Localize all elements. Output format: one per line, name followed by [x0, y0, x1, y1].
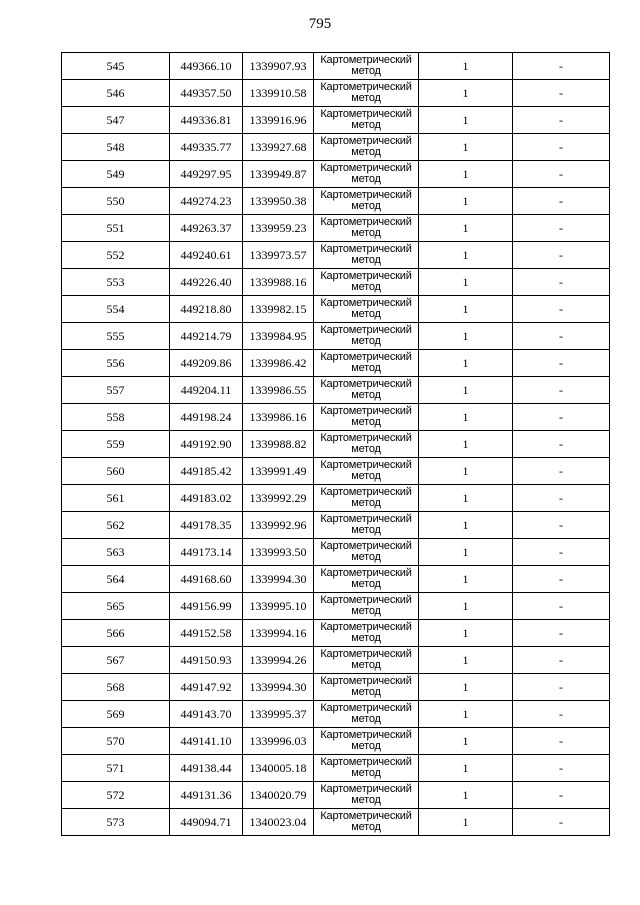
- point-number-cell: 558: [62, 404, 170, 431]
- method-label-line1: Картометрический: [320, 756, 412, 768]
- x-coordinate-cell: 449209.86: [170, 350, 243, 377]
- note-cell: -: [513, 377, 610, 404]
- y-coordinate-cell: 1339991.49: [243, 458, 314, 485]
- point-number-cell: 559: [62, 431, 170, 458]
- method-label-line1: Картометрический: [320, 513, 412, 525]
- method-label-line2: метод: [351, 443, 381, 455]
- point-number-cell: 561: [62, 485, 170, 512]
- method-label-line1: Картометрический: [320, 243, 412, 255]
- method-label-line2: метод: [351, 254, 381, 266]
- accuracy-cell: 1: [419, 701, 513, 728]
- point-number-cell: 570: [62, 728, 170, 755]
- y-coordinate-cell: 1339993.50: [243, 539, 314, 566]
- table-row: [62, 512, 610, 539]
- method-cell: [314, 620, 419, 647]
- point-number-cell: 563: [62, 539, 170, 566]
- method-label-line2: метод: [351, 281, 381, 293]
- table-row: [62, 782, 610, 809]
- method-cell: [314, 134, 419, 161]
- method-label-line1: Картометрический: [320, 189, 412, 201]
- x-coordinate-cell: 449297.95: [170, 161, 243, 188]
- method-label-line2: метод: [351, 416, 381, 428]
- note-cell: -: [513, 404, 610, 431]
- accuracy-cell: 1: [419, 80, 513, 107]
- note-cell: -: [513, 350, 610, 377]
- y-coordinate-cell: 1339916.96: [243, 107, 314, 134]
- y-coordinate-cell: 1339950.38: [243, 188, 314, 215]
- method-label-line2: метод: [351, 713, 381, 725]
- method-label-line1: Картометрический: [320, 540, 412, 552]
- accuracy-cell: 1: [419, 377, 513, 404]
- x-coordinate-cell: 449218.80: [170, 296, 243, 323]
- method-label-line1: Картометрический: [320, 729, 412, 741]
- y-coordinate-cell: 1339994.16: [243, 620, 314, 647]
- x-coordinate-cell: 449198.24: [170, 404, 243, 431]
- method-cell: [314, 431, 419, 458]
- method-label-line1: Картометрический: [320, 297, 412, 309]
- note-cell: -: [513, 728, 610, 755]
- x-coordinate-cell: 449138.44: [170, 755, 243, 782]
- point-number-cell: 557: [62, 377, 170, 404]
- method-label-line1: Картометрический: [320, 594, 412, 606]
- method-cell: [314, 404, 419, 431]
- accuracy-cell: 1: [419, 161, 513, 188]
- method-label-line1: Картометрический: [320, 432, 412, 444]
- x-coordinate-cell: 449335.77: [170, 134, 243, 161]
- method-cell: [314, 242, 419, 269]
- y-coordinate-cell: 1339992.29: [243, 485, 314, 512]
- note-cell: -: [513, 512, 610, 539]
- table-row: [62, 80, 610, 107]
- x-coordinate-cell: 449156.99: [170, 593, 243, 620]
- method-cell: [314, 215, 419, 242]
- method-label-line2: метод: [351, 119, 381, 131]
- x-coordinate-cell: 449214.79: [170, 323, 243, 350]
- method-label-line1: Картометрический: [320, 810, 412, 822]
- x-coordinate-cell: 449168.60: [170, 566, 243, 593]
- method-cell: [314, 323, 419, 350]
- point-number-cell: 545: [62, 53, 170, 80]
- x-coordinate-cell: 449152.58: [170, 620, 243, 647]
- accuracy-cell: 1: [419, 215, 513, 242]
- method-label-line1: Картометрический: [320, 270, 412, 282]
- method-label-line1: Картометрический: [320, 81, 412, 93]
- y-coordinate-cell: 1339994.30: [243, 674, 314, 701]
- method-label-line1: Картометрический: [320, 648, 412, 660]
- method-label-line2: метод: [351, 227, 381, 239]
- y-coordinate-cell: 1339994.30: [243, 566, 314, 593]
- table-row: [62, 377, 610, 404]
- point-number-cell: 571: [62, 755, 170, 782]
- table-row: [62, 215, 610, 242]
- point-number-cell: 560: [62, 458, 170, 485]
- method-label-line2: метод: [351, 92, 381, 104]
- accuracy-cell: 1: [419, 458, 513, 485]
- table-row: [62, 809, 610, 836]
- table-row: [62, 134, 610, 161]
- y-coordinate-cell: 1339988.16: [243, 269, 314, 296]
- table-row: [62, 107, 610, 134]
- method-label-line1: Картометрический: [320, 378, 412, 390]
- y-coordinate-cell: 1339988.82: [243, 431, 314, 458]
- table-row: [62, 647, 610, 674]
- x-coordinate-cell: 449204.11: [170, 377, 243, 404]
- coordinates-table: [61, 52, 610, 836]
- accuracy-cell: 1: [419, 674, 513, 701]
- method-label-line2: метод: [351, 605, 381, 617]
- x-coordinate-cell: 449143.70: [170, 701, 243, 728]
- accuracy-cell: 1: [419, 620, 513, 647]
- y-coordinate-cell: 1339907.93: [243, 53, 314, 80]
- method-cell: [314, 377, 419, 404]
- method-cell: [314, 458, 419, 485]
- x-coordinate-cell: 449366.10: [170, 53, 243, 80]
- method-label-line2: метод: [351, 794, 381, 806]
- y-coordinate-cell: 1339986.55: [243, 377, 314, 404]
- note-cell: -: [513, 80, 610, 107]
- x-coordinate-cell: 449178.35: [170, 512, 243, 539]
- point-number-cell: 553: [62, 269, 170, 296]
- note-cell: -: [513, 215, 610, 242]
- table-row: [62, 620, 610, 647]
- y-coordinate-cell: 1339984.95: [243, 323, 314, 350]
- point-number-cell: 549: [62, 161, 170, 188]
- method-cell: [314, 161, 419, 188]
- table-row: [62, 242, 610, 269]
- method-label-line1: Картометрический: [320, 135, 412, 147]
- point-number-cell: 555: [62, 323, 170, 350]
- x-coordinate-cell: 449173.14: [170, 539, 243, 566]
- note-cell: -: [513, 782, 610, 809]
- method-cell: [314, 269, 419, 296]
- note-cell: -: [513, 323, 610, 350]
- point-number-cell: 547: [62, 107, 170, 134]
- accuracy-cell: 1: [419, 134, 513, 161]
- accuracy-cell: 1: [419, 350, 513, 377]
- point-number-cell: 550: [62, 188, 170, 215]
- x-coordinate-cell: 449094.71: [170, 809, 243, 836]
- point-number-cell: 568: [62, 674, 170, 701]
- table-row: [62, 404, 610, 431]
- x-coordinate-cell: 449240.61: [170, 242, 243, 269]
- method-label-line1: Картометрический: [320, 216, 412, 228]
- accuracy-cell: 1: [419, 485, 513, 512]
- note-cell: -: [513, 593, 610, 620]
- table-row: [62, 188, 610, 215]
- table-row: [62, 593, 610, 620]
- y-coordinate-cell: 1340020.79: [243, 782, 314, 809]
- method-cell: [314, 674, 419, 701]
- note-cell: -: [513, 620, 610, 647]
- method-cell: [314, 485, 419, 512]
- method-label-line2: метод: [351, 551, 381, 563]
- note-cell: -: [513, 134, 610, 161]
- method-cell: [314, 647, 419, 674]
- accuracy-cell: 1: [419, 269, 513, 296]
- table-row: [62, 755, 610, 782]
- method-label-line1: Картометрический: [320, 621, 412, 633]
- y-coordinate-cell: 1339973.57: [243, 242, 314, 269]
- table-row: [62, 566, 610, 593]
- x-coordinate-cell: 449263.37: [170, 215, 243, 242]
- accuracy-cell: 1: [419, 53, 513, 80]
- accuracy-cell: 1: [419, 404, 513, 431]
- note-cell: -: [513, 269, 610, 296]
- table-row: [62, 701, 610, 728]
- point-number-cell: 566: [62, 620, 170, 647]
- note-cell: -: [513, 242, 610, 269]
- method-label-line2: метод: [351, 389, 381, 401]
- method-label-line2: метод: [351, 146, 381, 158]
- point-number-cell: 569: [62, 701, 170, 728]
- method-label-line2: метод: [351, 200, 381, 212]
- y-coordinate-cell: 1339949.87: [243, 161, 314, 188]
- accuracy-cell: 1: [419, 512, 513, 539]
- note-cell: -: [513, 188, 610, 215]
- note-cell: -: [513, 458, 610, 485]
- y-coordinate-cell: 1340005.18: [243, 755, 314, 782]
- note-cell: -: [513, 161, 610, 188]
- method-cell: [314, 80, 419, 107]
- y-coordinate-cell: 1339986.16: [243, 404, 314, 431]
- table-row: [62, 728, 610, 755]
- point-number-cell: 548: [62, 134, 170, 161]
- table-body: [62, 53, 610, 836]
- method-label-line1: Картометрический: [320, 54, 412, 66]
- method-label-line1: Картометрический: [320, 351, 412, 363]
- table-row: [62, 350, 610, 377]
- note-cell: -: [513, 539, 610, 566]
- method-label-line1: Картометрический: [320, 324, 412, 336]
- accuracy-cell: 1: [419, 323, 513, 350]
- note-cell: -: [513, 674, 610, 701]
- point-number-cell: 551: [62, 215, 170, 242]
- method-label-line2: метод: [351, 497, 381, 509]
- x-coordinate-cell: 449183.02: [170, 485, 243, 512]
- accuracy-cell: 1: [419, 296, 513, 323]
- method-label-line2: метод: [351, 821, 381, 833]
- method-cell: [314, 728, 419, 755]
- method-label-line1: Картометрический: [320, 162, 412, 174]
- method-label-line1: Картометрический: [320, 783, 412, 795]
- table-row: [62, 539, 610, 566]
- note-cell: -: [513, 566, 610, 593]
- accuracy-cell: 1: [419, 782, 513, 809]
- accuracy-cell: 1: [419, 647, 513, 674]
- table-row: [62, 53, 610, 80]
- note-cell: -: [513, 809, 610, 836]
- note-cell: -: [513, 647, 610, 674]
- x-coordinate-cell: 449150.93: [170, 647, 243, 674]
- y-coordinate-cell: 1339986.42: [243, 350, 314, 377]
- method-cell: [314, 593, 419, 620]
- method-label-line2: метод: [351, 767, 381, 779]
- method-label-line2: метод: [351, 632, 381, 644]
- method-cell: [314, 512, 419, 539]
- x-coordinate-cell: 449147.92: [170, 674, 243, 701]
- point-number-cell: 546: [62, 80, 170, 107]
- note-cell: -: [513, 755, 610, 782]
- x-coordinate-cell: 449185.42: [170, 458, 243, 485]
- note-cell: -: [513, 107, 610, 134]
- method-cell: [314, 53, 419, 80]
- method-label-line2: метод: [351, 308, 381, 320]
- point-number-cell: 552: [62, 242, 170, 269]
- table-row: [62, 323, 610, 350]
- method-cell: [314, 701, 419, 728]
- accuracy-cell: 1: [419, 593, 513, 620]
- method-cell: [314, 755, 419, 782]
- method-label-line2: метод: [351, 686, 381, 698]
- method-cell: [314, 188, 419, 215]
- x-coordinate-cell: 449131.36: [170, 782, 243, 809]
- y-coordinate-cell: 1339994.26: [243, 647, 314, 674]
- table-row: [62, 674, 610, 701]
- accuracy-cell: 1: [419, 107, 513, 134]
- table-row: [62, 485, 610, 512]
- accuracy-cell: 1: [419, 188, 513, 215]
- method-label-line2: метод: [351, 740, 381, 752]
- method-label-line1: Картометрический: [320, 567, 412, 579]
- y-coordinate-cell: 1339910.58: [243, 80, 314, 107]
- method-label-line2: метод: [351, 470, 381, 482]
- y-coordinate-cell: 1339992.96: [243, 512, 314, 539]
- y-coordinate-cell: 1339982.15: [243, 296, 314, 323]
- table-row: [62, 269, 610, 296]
- method-label-line1: Картометрический: [320, 702, 412, 714]
- method-label-line1: Картометрический: [320, 486, 412, 498]
- method-label-line1: Картометрический: [320, 459, 412, 471]
- x-coordinate-cell: 449336.81: [170, 107, 243, 134]
- x-coordinate-cell: 449141.10: [170, 728, 243, 755]
- method-cell: [314, 809, 419, 836]
- note-cell: -: [513, 701, 610, 728]
- method-label-line2: метод: [351, 335, 381, 347]
- accuracy-cell: 1: [419, 539, 513, 566]
- method-label-line2: метод: [351, 173, 381, 185]
- y-coordinate-cell: 1339995.37: [243, 701, 314, 728]
- table-row: [62, 296, 610, 323]
- point-number-cell: 567: [62, 647, 170, 674]
- y-coordinate-cell: 1340023.04: [243, 809, 314, 836]
- note-cell: -: [513, 53, 610, 80]
- page-number: 795: [308, 16, 332, 32]
- note-cell: -: [513, 296, 610, 323]
- method-cell: [314, 296, 419, 323]
- accuracy-cell: 1: [419, 431, 513, 458]
- y-coordinate-cell: 1339995.10: [243, 593, 314, 620]
- method-label-line2: метод: [351, 524, 381, 536]
- point-number-cell: 564: [62, 566, 170, 593]
- point-number-cell: 556: [62, 350, 170, 377]
- method-cell: [314, 782, 419, 809]
- method-label-line2: метод: [351, 659, 381, 671]
- accuracy-cell: 1: [419, 242, 513, 269]
- x-coordinate-cell: 449357.50: [170, 80, 243, 107]
- method-cell: [314, 350, 419, 377]
- accuracy-cell: 1: [419, 755, 513, 782]
- note-cell: -: [513, 431, 610, 458]
- point-number-cell: 562: [62, 512, 170, 539]
- point-number-cell: 572: [62, 782, 170, 809]
- point-number-cell: 565: [62, 593, 170, 620]
- method-cell: [314, 539, 419, 566]
- method-cell: [314, 107, 419, 134]
- x-coordinate-cell: 449226.40: [170, 269, 243, 296]
- y-coordinate-cell: 1339959.23: [243, 215, 314, 242]
- point-number-cell: 554: [62, 296, 170, 323]
- accuracy-cell: 1: [419, 728, 513, 755]
- table-row: [62, 161, 610, 188]
- y-coordinate-cell: 1339996.03: [243, 728, 314, 755]
- method-label-line1: Картометрический: [320, 675, 412, 687]
- method-label-line1: Картометрический: [320, 108, 412, 120]
- method-label-line1: Картометрический: [320, 405, 412, 417]
- table-row: [62, 431, 610, 458]
- method-label-line2: метод: [351, 578, 381, 590]
- accuracy-cell: 1: [419, 809, 513, 836]
- method-cell: [314, 566, 419, 593]
- y-coordinate-cell: 1339927.68: [243, 134, 314, 161]
- accuracy-cell: 1: [419, 566, 513, 593]
- method-label-line2: метод: [351, 362, 381, 374]
- note-cell: -: [513, 485, 610, 512]
- table-row: [62, 458, 610, 485]
- point-number-cell: 573: [62, 809, 170, 836]
- x-coordinate-cell: 449274.23: [170, 188, 243, 215]
- x-coordinate-cell: 449192.90: [170, 431, 243, 458]
- method-label-line2: метод: [351, 65, 381, 77]
